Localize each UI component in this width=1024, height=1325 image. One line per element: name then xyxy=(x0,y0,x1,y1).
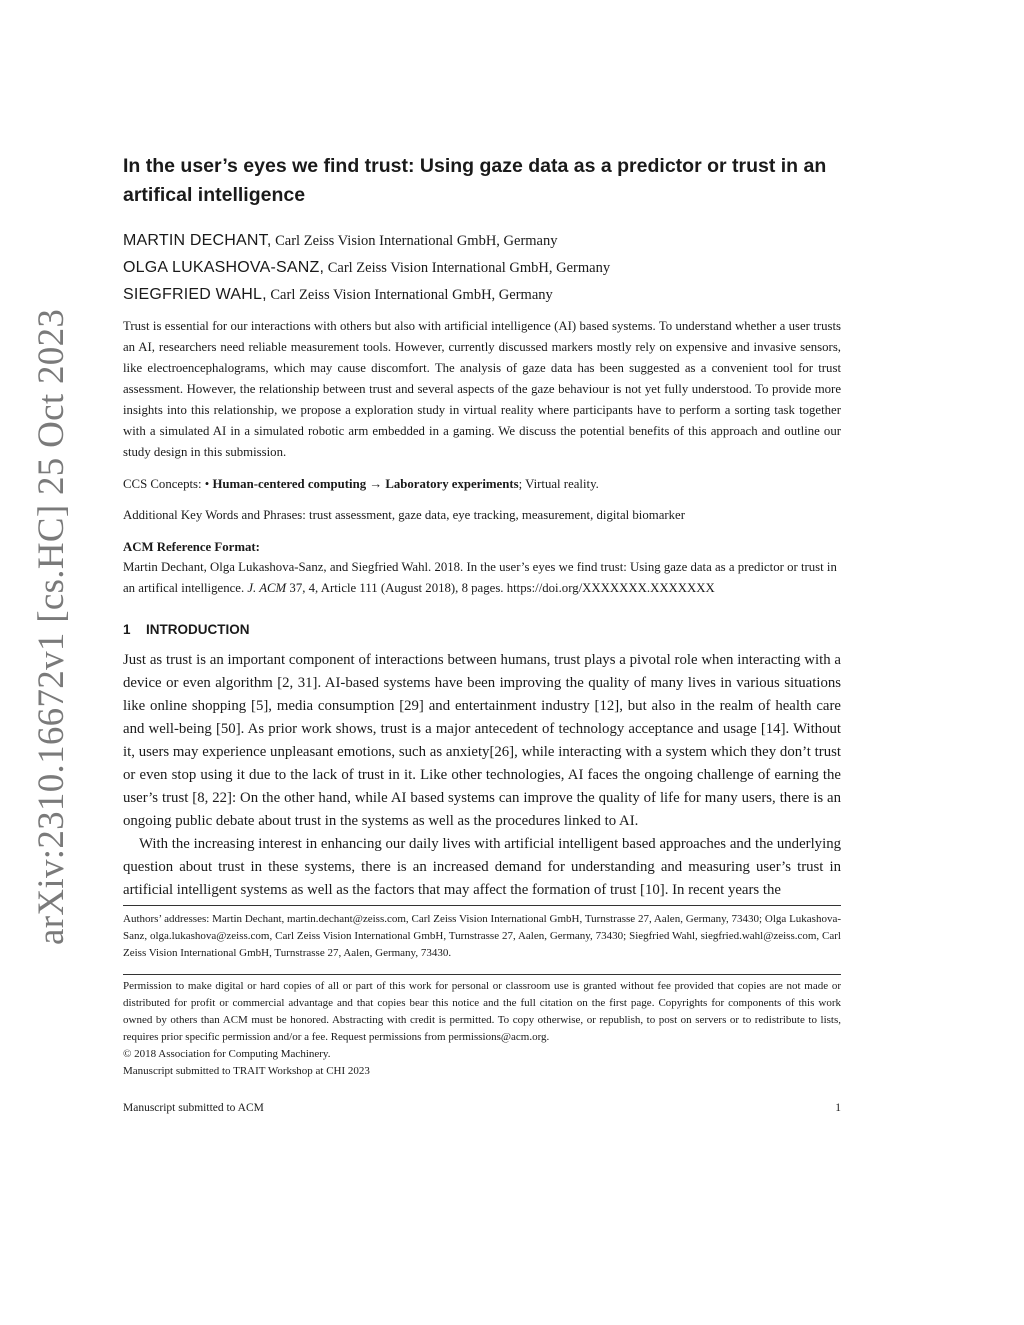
arxiv-sidebar xyxy=(22,308,72,945)
author-entry xyxy=(123,254,841,281)
footnote-divider xyxy=(123,905,841,906)
body-paragraph: With the increasing interest in enhancing our daily lives with artificial intelligent based approaches and the underlying question about trust in these systems, there is an increased demand for understanding and measuring user’s trust in artificial intelligent systems as well as the factors that may affect the formation of trust [10]. In recent years the xyxy=(123,836,841,898)
permission-divider xyxy=(123,974,841,975)
author-list xyxy=(123,227,841,308)
author-entry xyxy=(123,281,841,308)
acm-reference-journal: J. ACM xyxy=(247,581,287,595)
author-name: SIEGFRIED WAHL, xyxy=(123,286,267,303)
acm-reference xyxy=(123,557,841,599)
manuscript-note: Manuscript submitted to TRAIT Workshop at CHI 2023 xyxy=(123,1065,370,1077)
copyright-notice: © 2018 Association for Computing Machinery. xyxy=(123,1048,331,1060)
ccs-concepts xyxy=(123,474,841,494)
permission-notice: Permission to make digital or hard copies of all or part of this work for personal or classroom use is granted without fee provided that copies are not made or distributed for profit or commercial advantage and that copies bear this notice and the full citation on the first page. Copyrights for components of this work owned by others than ACM must be honored. Abstracting with credit is permitted. To copy otherwise, or republish, to post on servers or to redistribute to lists, requires prior specific permission and/or a fee. Request permissions from permissions@acm.org. xyxy=(123,980,841,1043)
ccs-suffix: ; Virtual reality. xyxy=(518,477,599,491)
acm-reference-heading: ACM Reference Format: xyxy=(123,540,260,554)
author-name: MARTIN DECHANT, xyxy=(123,232,272,249)
ccs-prefix: CCS Concepts: • xyxy=(123,477,213,491)
ccs-concept-bold: Human-centered computing → Laboratory experiments xyxy=(212,477,519,491)
abstract: Trust is essential for our interactions with others but also with artificial intelligence (AI) based systems. To understand whether a user trusts an AI, researchers need reliable measurement tools. However, currently discussed markers mostly rely on expensive and invasive sensors, like electroencephalograms, which may cause discomfort. The analysis of gaze data has been suggested as a convenient tool for trust assessment. However, the relationship between trust and several aspects of the gaze behaviour is not yet fully understood. To provide more insights into this relationship, we propose a exploration study in virtual reality where participants have to perform a sorting task together with a simulated AI in a simulated robotic arm embedded in a gaming. We discuss the potential benefits of this approach and outline our study design in this submission. xyxy=(123,319,841,459)
section-body xyxy=(123,649,841,902)
author-affiliation: Carl Zeiss Vision International GmbH, Germany xyxy=(271,233,558,249)
page-number: 1 xyxy=(835,1102,841,1114)
paper-title: In the user’s eyes we find trust: Using gaze data as a predictor or trust in an artifical intelligence xyxy=(123,155,827,206)
acm-reference-details: 37, 4, Article 111 (August 2018), 8 pages. https://doi.org/XXXXXXX.XXXXXXX xyxy=(286,581,715,595)
author-affiliation: Carl Zeiss Vision International GmbH, Germany xyxy=(324,260,611,276)
body-paragraph: Just as trust is an important component of interactions between humans, trust plays a pivotal role when interacting with a device or even algorithm [2, 31]. AI-based systems have been improving the quality of many lives in various situations like online shopping [5], media consumption [29] and entertainment industry [12], but also in the realm of health care and well-being [50]. As prior work shows, trust is a major antecedent of technology acceptance and usage [14]. Without it, users may experience unpleasant emotions, such as anxiety[26], while interacting with a system which they don’t trust or even stop using it due to the lack of trust in it. Like other technologies, AI faces the ongoing challenge of earning the user’s trust [8, 22]: On the other hand, while AI based systems can improve the quality of life for many users, there is an ongoing public debate about trust in the systems as well as the procedures linked to AI. xyxy=(123,652,841,829)
section-number: 1 xyxy=(123,622,131,637)
footer-venue: Manuscript submitted to ACM xyxy=(123,1102,264,1114)
section-title: INTRODUCTION xyxy=(146,622,250,637)
section-heading xyxy=(123,620,250,640)
author-entry xyxy=(123,227,841,254)
author-addresses: Authors’ addresses: Martin Dechant, martin.dechant@zeiss.com, Carl Zeiss Vision International GmbH, Turnstrasse 27, Aalen, Germany, 73430; Olga Lukashova-Sanz, olga.lukashova@zeiss.com, Carl Zeiss Vision International GmbH, Turnstrasse 27, Aalen, Germany, 73430; Siegfried Wahl, siegfried.wahl@zeiss.com, Carl Zeiss Vision International GmbH, Turnstrasse 27, Aalen, Germany, 73430. xyxy=(123,913,841,959)
author-affiliation: Carl Zeiss Vision International GmbH, Germany xyxy=(266,287,553,303)
acm-reference-text: Martin Dechant, Olga Lukashova-Sanz, and Siegfried Wahl. 2018. In the user’s eyes we find trust: Using gaze data as a predictor or trust in an artifical intelligence. xyxy=(123,560,837,595)
author-name: OLGA LUKASHOVA-SANZ, xyxy=(123,259,325,276)
arxiv-identifier: arXiv:2310.16672v1 [cs.HC] 25 Oct 2023 xyxy=(31,308,72,945)
keywords: Additional Key Words and Phrases: trust assessment, gaze data, eye tracking, measurement, digital biomarker xyxy=(123,508,685,522)
